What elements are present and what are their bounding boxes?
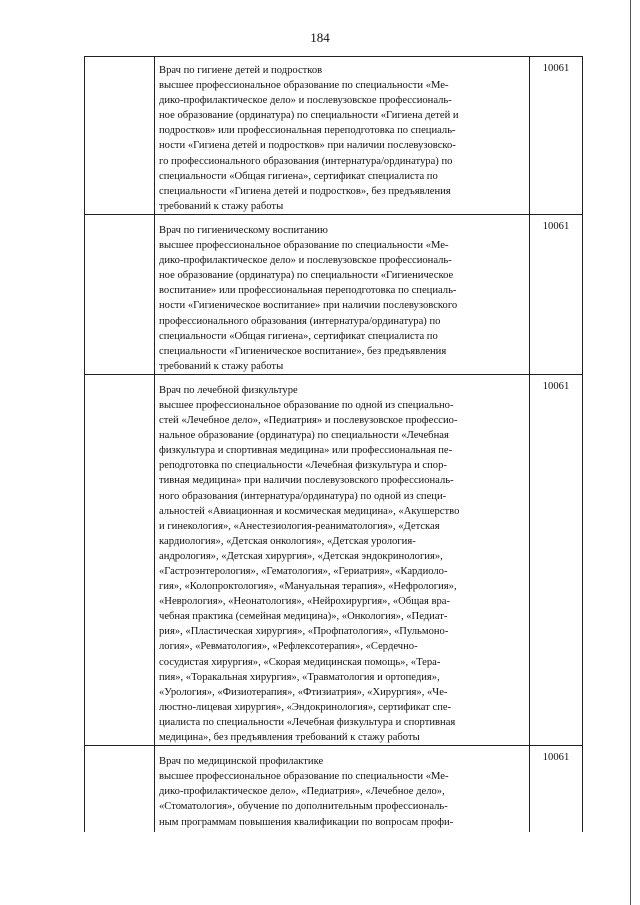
page-number: 184 [310,30,330,45]
empty-cell [85,57,155,215]
description-cell [155,57,530,215]
row-code: 10061 [542,380,570,392]
empty-cell [85,746,155,833]
scan-edge-line [630,0,631,905]
table-row [85,374,583,745]
description-cell [155,746,530,833]
row-description: Врач по лечебной физкультуре высшее профессиональное образование по одной из специально- стей «Лечебное дело», «Педиатрия» и послевузовское профессио- нальное образование (ординатура) по специальности «Лечебная физкультура и спортивная медицина» или профессиональная пе- реподготовка по специальности «Лечебная физкультура и спор- тивная медицина» при наличии послевузовского профессиональ- ного образования (интернатура/ординатура) по одной из специ- альностей «Авиационная и космическая медицина», «Акушерство и гинекология», «Анестезиология-реаниматология», «Детская кардиология», «Детская онкология», «Детская урология- андрология», «Детская хирургия», «Детская эндокринология», «Гастроэнтерология», «Гематология», «Гериатрия», «Кардиоло- гия», «Колопроктология», «Мануальная терапия», «Нефрология», «Неврология», «Неонатология», «Нейрохирургия», «Общая вра- чебная практика (семейная медицина)», «Онкология», «Педиат- рия», «Пластическая хирургия», «Профпатология», «Пульмоно- логия», «Ревматология», «Рефлексотерапия», «Сердечно- сосудистая хирургия», «Скорая медицинская помощь», «Тера- пия», «Торакальная хирургия», «Травматология и ортопедия», «Урология», «Физиотерапия», «Фтизиатрия», «Хирургия», «Че- люстно-лицевая хирургия», «Эндокринология», сертификат спе- циалиста по специальности «Лечебная физкультура и спортивная медицина», без предъявления требований к стажу работы [159,384,460,744]
code-cell [530,374,583,745]
row-description: Врач по гигиене детей и подростков высшее профессиональное образование по специальности «Ме- дико-профилактическое дело» и послевузовское профессиональ- ное образование (ординатура) по специальности «Гигиена детей и подростков» или профессиональная переподготовка по специаль- ности «Гигиена детей и подростков» при наличии послевузовско- го профессионального образования (интернатура/ординатура) по специальности «Общая гигиена», сертификат специалиста по специальности «Гигиена детей и подростков», без предъявления требований к стажу работы [159,65,459,212]
qualification-table [84,56,583,832]
empty-cell [85,214,155,374]
code-cell [530,57,583,215]
table-row [85,746,583,833]
empty-cell [85,374,155,745]
row-description: Врач по медицинской профилактике высшее профессиональное образование по специальности «Ме- дико-профилактическое дело», «Педиатрия», «Лечебное дело», «Стоматология», обучение по дополнительным профессиональ- ным программам повышения квалификации по вопросам профи- [159,756,454,828]
row-code: 10061 [542,220,570,232]
description-cell [155,214,530,374]
table-row [85,57,583,215]
table-row [85,214,583,374]
description-cell [155,374,530,745]
code-cell [530,746,583,833]
row-description: Врач по гигиеническому воспитанию высшее профессиональное образование по специальности «Ме- дико-профилактическое дело» и послевузовское профессиональ- ное образование (ординатура) по специальности «Гигиеническое воспитание» или профессиональная переподготовка по специаль- ности «Гигиеническое воспитание» при наличии послевузовского профессионального образования (интернатура/ординатура) по специальности «Общая гигиена», сертификат специалиста по специальности «Гигиеническое воспитание», без предъявления требований к стажу работы [159,224,458,372]
row-code: 10061 [542,63,570,74]
code-cell [530,214,583,374]
row-code: 10061 [542,752,570,764]
